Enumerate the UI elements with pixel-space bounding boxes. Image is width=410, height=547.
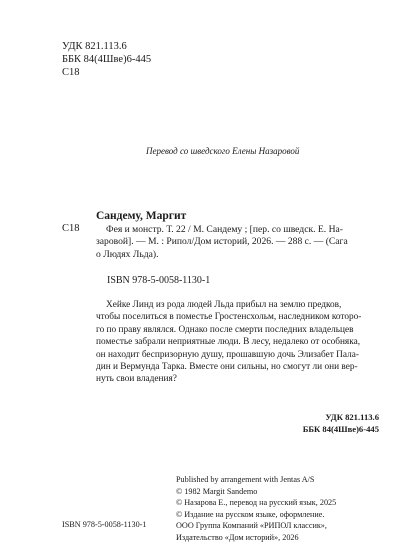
catalog-isbn: ISBN 978-5-0058-1130-1	[107, 275, 211, 286]
annotation-line: он находит беспризорную душу, прошавшую дочь Элизабет Пала-	[96, 349, 359, 360]
catalog-author: Сандему, Маргит	[96, 210, 187, 222]
catalog-classification	[283, 411, 379, 435]
translator-credit: Перевод со шведского Елены Назаровой	[146, 146, 300, 156]
biblio-line: заровой]. — М. : Рипол/Дом историй, 2026. — 288 с. — (Сага	[96, 236, 348, 248]
copyright-line: © Издание на русском языке, оформление.	[176, 509, 325, 519]
annotation-line: го по праву являлся. Однако после смерти последних владельцев	[96, 324, 354, 335]
catalog-author-mark: С18	[62, 223, 80, 234]
copyright-line: Издательство «Дом историй», 2026	[176, 532, 299, 542]
annotation-line: дин и Вермунда Тарка. Вместе они сильны, но смогут ли они вер-	[96, 362, 358, 373]
copyright-line: ООО Группа Компаний «РИПОЛ классик»,	[176, 521, 327, 530]
catalog-bbk: ББК 84(4Шве)6-445	[302, 424, 379, 434]
classification-block	[62, 40, 151, 79]
bbk-code: ББК 84(4Шве)6-445	[62, 54, 152, 65]
copyright-line: © 1982 Margit Sandemo	[176, 486, 258, 496]
biblio-line: Фея и монстр. Т. 22 / М. Сандему ; [пер. со шведск. Е. На-	[106, 224, 343, 235]
copyright-line: © Назарова Е., перевод на русский язык, 2025	[176, 498, 337, 507]
author-mark: С18	[62, 67, 80, 78]
annotation-line: нуть свои владения?	[96, 374, 177, 385]
annotation-line: поместье забрали неприятные люди. В лесу, недалеко от особняка,	[96, 337, 361, 348]
annotation-line: чтобы поселиться в поместье Гростенсхольм, наследником которо-	[96, 312, 362, 323]
udk-code: УДК 821.113.6	[62, 41, 127, 52]
copyright-block	[176, 474, 336, 543]
catalog-udk: УДК 821.113.6	[325, 412, 379, 422]
bibliographic-description	[96, 224, 358, 261]
annotation	[96, 299, 361, 386]
annotation-line: Хейке Линд из рода людей Льда прибыл на землю предков,	[106, 300, 342, 310]
copyright-line: Published by arrangement with Jentas A/S	[176, 475, 315, 484]
biblio-line: о Людях Льда).	[96, 248, 159, 260]
footer-isbn: ISBN 978-5-0058-1130-1	[62, 520, 147, 529]
